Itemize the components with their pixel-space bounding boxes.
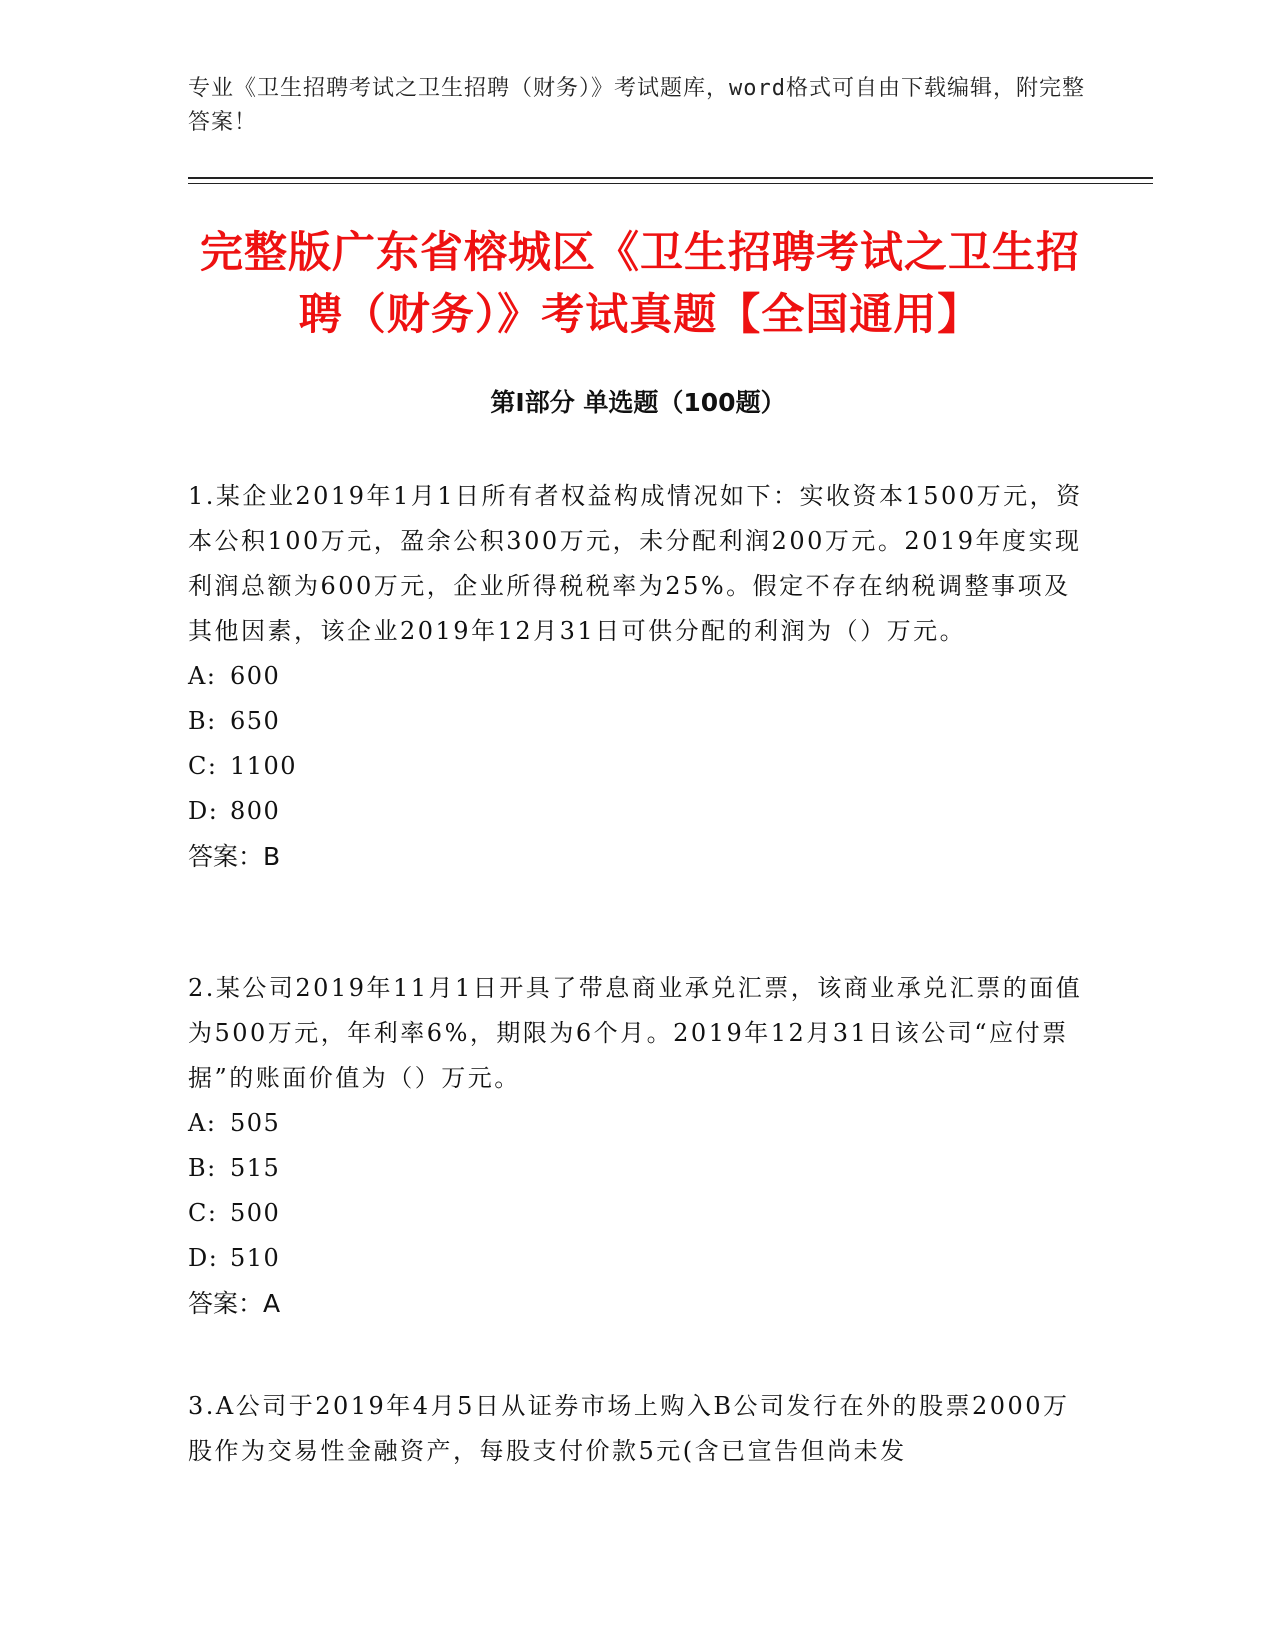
header-divider: [188, 177, 1153, 179]
option-key: B:: [188, 707, 217, 735]
question-1: [188, 474, 1088, 879]
question-3: [188, 1384, 1088, 1474]
document-title: 完整版广东省榕城区《卫生招聘考试之卫生招聘（财务）》考试真题【全国通用】: [200, 228, 1080, 340]
option-value: 600: [230, 662, 281, 690]
question-stem: 3.A公司于2019年4月5日从证券市场上购入B公司发行在外的股票2000万股作为交易性金融资产，每股支付价款5元(含已宣告但尚未发: [188, 1392, 1070, 1465]
question-stem: 1.某企业2019年1月1日所有者权益构成情况如下：实收资本1500万元，资本公积100万元，盈余公积300万元，未分配利润200万元。2019年度实现利润总额为600万元，企业所得税税率为25%。假定不存在纳税调整事项及其他因素，该企业2019年12月31日可供分配的利润为（）万元。: [188, 482, 1083, 645]
answer-line: 答案：B: [188, 842, 281, 871]
option-value: 650: [230, 707, 281, 735]
option-key: D:: [188, 1244, 219, 1272]
option-key: D:: [188, 797, 219, 825]
option-key: C:: [188, 752, 218, 780]
option-value: 1100: [230, 752, 298, 780]
option-key: B:: [188, 1154, 217, 1182]
header-divider-thin: [188, 183, 1153, 184]
option-key: C:: [188, 1199, 218, 1227]
option-key: A:: [188, 1109, 217, 1137]
option-value: 500: [230, 1199, 281, 1227]
question-2: [188, 966, 1088, 1326]
option-b: [188, 1146, 1088, 1191]
option-value: 515: [230, 1154, 281, 1182]
option-d: [188, 1236, 1088, 1281]
option-value: 505: [230, 1109, 281, 1137]
option-c: [188, 1191, 1088, 1236]
option-c: [188, 744, 1088, 789]
option-d: [188, 789, 1088, 834]
option-a: [188, 654, 1088, 699]
option-key: A:: [188, 662, 217, 690]
option-value: 800: [230, 797, 281, 825]
option-a: [188, 1101, 1088, 1146]
question-stem: 2.某公司2019年11月1日开具了带息商业承兑汇票，该商业承兑汇票的面值为500万元，年利率6%，期限为6个月。2019年12月31日该公司“应付票据”的账面价值为（）万元。: [188, 974, 1083, 1092]
header-note: 专业《卫生招聘考试之卫生招聘（财务）》考试题库，word格式可自由下载编辑，附完整答案！: [188, 76, 1085, 135]
answer-line: 答案：A: [188, 1289, 281, 1318]
option-b: [188, 699, 1088, 744]
option-value: 510: [230, 1244, 281, 1272]
section-heading: 第Ⅰ部分 单选题（100题）: [490, 388, 786, 417]
